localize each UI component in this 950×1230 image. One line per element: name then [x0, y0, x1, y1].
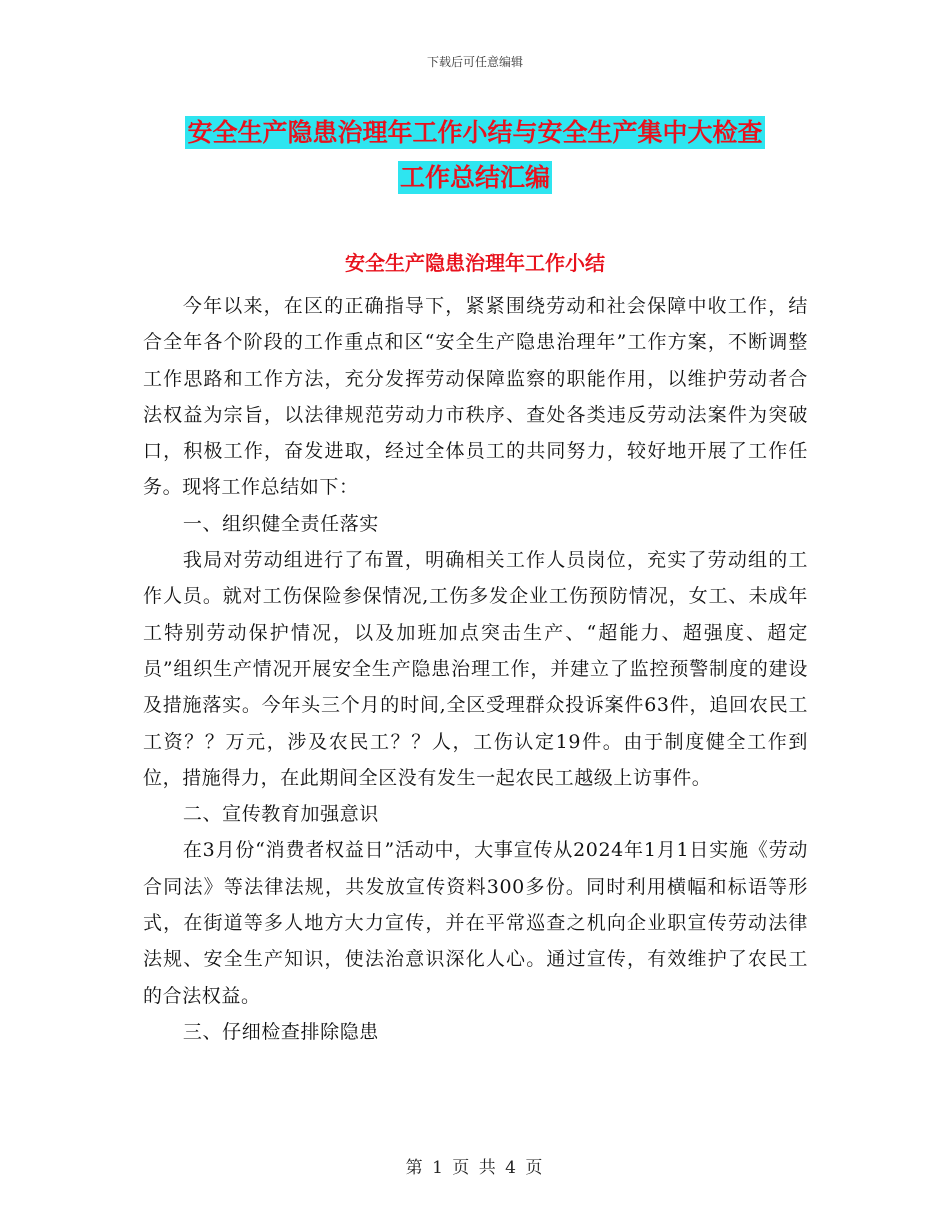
heading-publicity: 二、宣传教育加强意识	[182, 803, 379, 826]
document-title-line-1: 安全生产隐患治理年工作小结与安全生产集中大检查	[187, 118, 763, 147]
document-body	[143, 288, 808, 1050]
heading-inspection: 三、仔细检查排除隐患	[182, 1020, 379, 1043]
document-title	[0, 113, 950, 149]
paragraph-organization: 我局对劳动组进行了布置，明确相关工作人员岗位，充实了劳动组的工作人员。就对工伤保险参保情况,工伤多发企业工伤预防情况，女工、未成年工特别劳动保护情况，以及加班加点突击生产、“超能力、超强度、超定员”组织生产情况开展安全生产隐患治理工作，并建立了监控预警制度的建设及措施落实。今年头三个月的时间,全区受理群众投诉案件63件，追回农民工工资？？万元，涉及农民工？？人，工伤认定19件。由于制度健全工作到位，措施得力，在此期间全区没有发生一起农民工越级上访事件。	[143, 549, 808, 789]
page-number: 第 1 页 共 4 页	[405, 1158, 545, 1178]
section-title: 安全生产隐患治理年工作小结	[345, 251, 605, 275]
page-footer	[0, 1153, 950, 1178]
page-header	[0, 53, 950, 70]
document-title-line-2: 工作总结汇编	[399, 163, 550, 192]
paragraph-intro: 今年以来，在区的正确指导下，紧紧围绕劳动和社会保障中收工作，结合全年各个阶段的工作重点和区“安全生产隐患治理年”工作方案，不断调整工作思路和工作方法，充分发挥劳动保障监察的职能作用，以维护劳动者合法权益为宗旨，以法律规范劳动力市秩序、查处各类违反劳动法案件为突破口，积极工作，奋发进取，经过全体员工的共同努力，较好地开展了工作任务。现将工作总结如下：	[143, 295, 808, 499]
document-title-continued	[0, 158, 950, 194]
header-note: 下载后可任意编辑	[426, 55, 523, 69]
heading-organization: 一、组织健全责任落实	[182, 512, 379, 535]
paragraph-publicity: 在3月份“消费者权益日”活动中，大事宣传从2024年1月1日实施《劳动合同法》等法律法规，共发放宣传资料300多份。同时利用横幅和标语等形式，在街道等多人地方大力宣传，并在平常巡查之机向企业职宣传劳动法律法规、安全生产知识，使法治意识深化人心。通过宣传，有效维护了农民工的合法权益。	[143, 839, 808, 1007]
